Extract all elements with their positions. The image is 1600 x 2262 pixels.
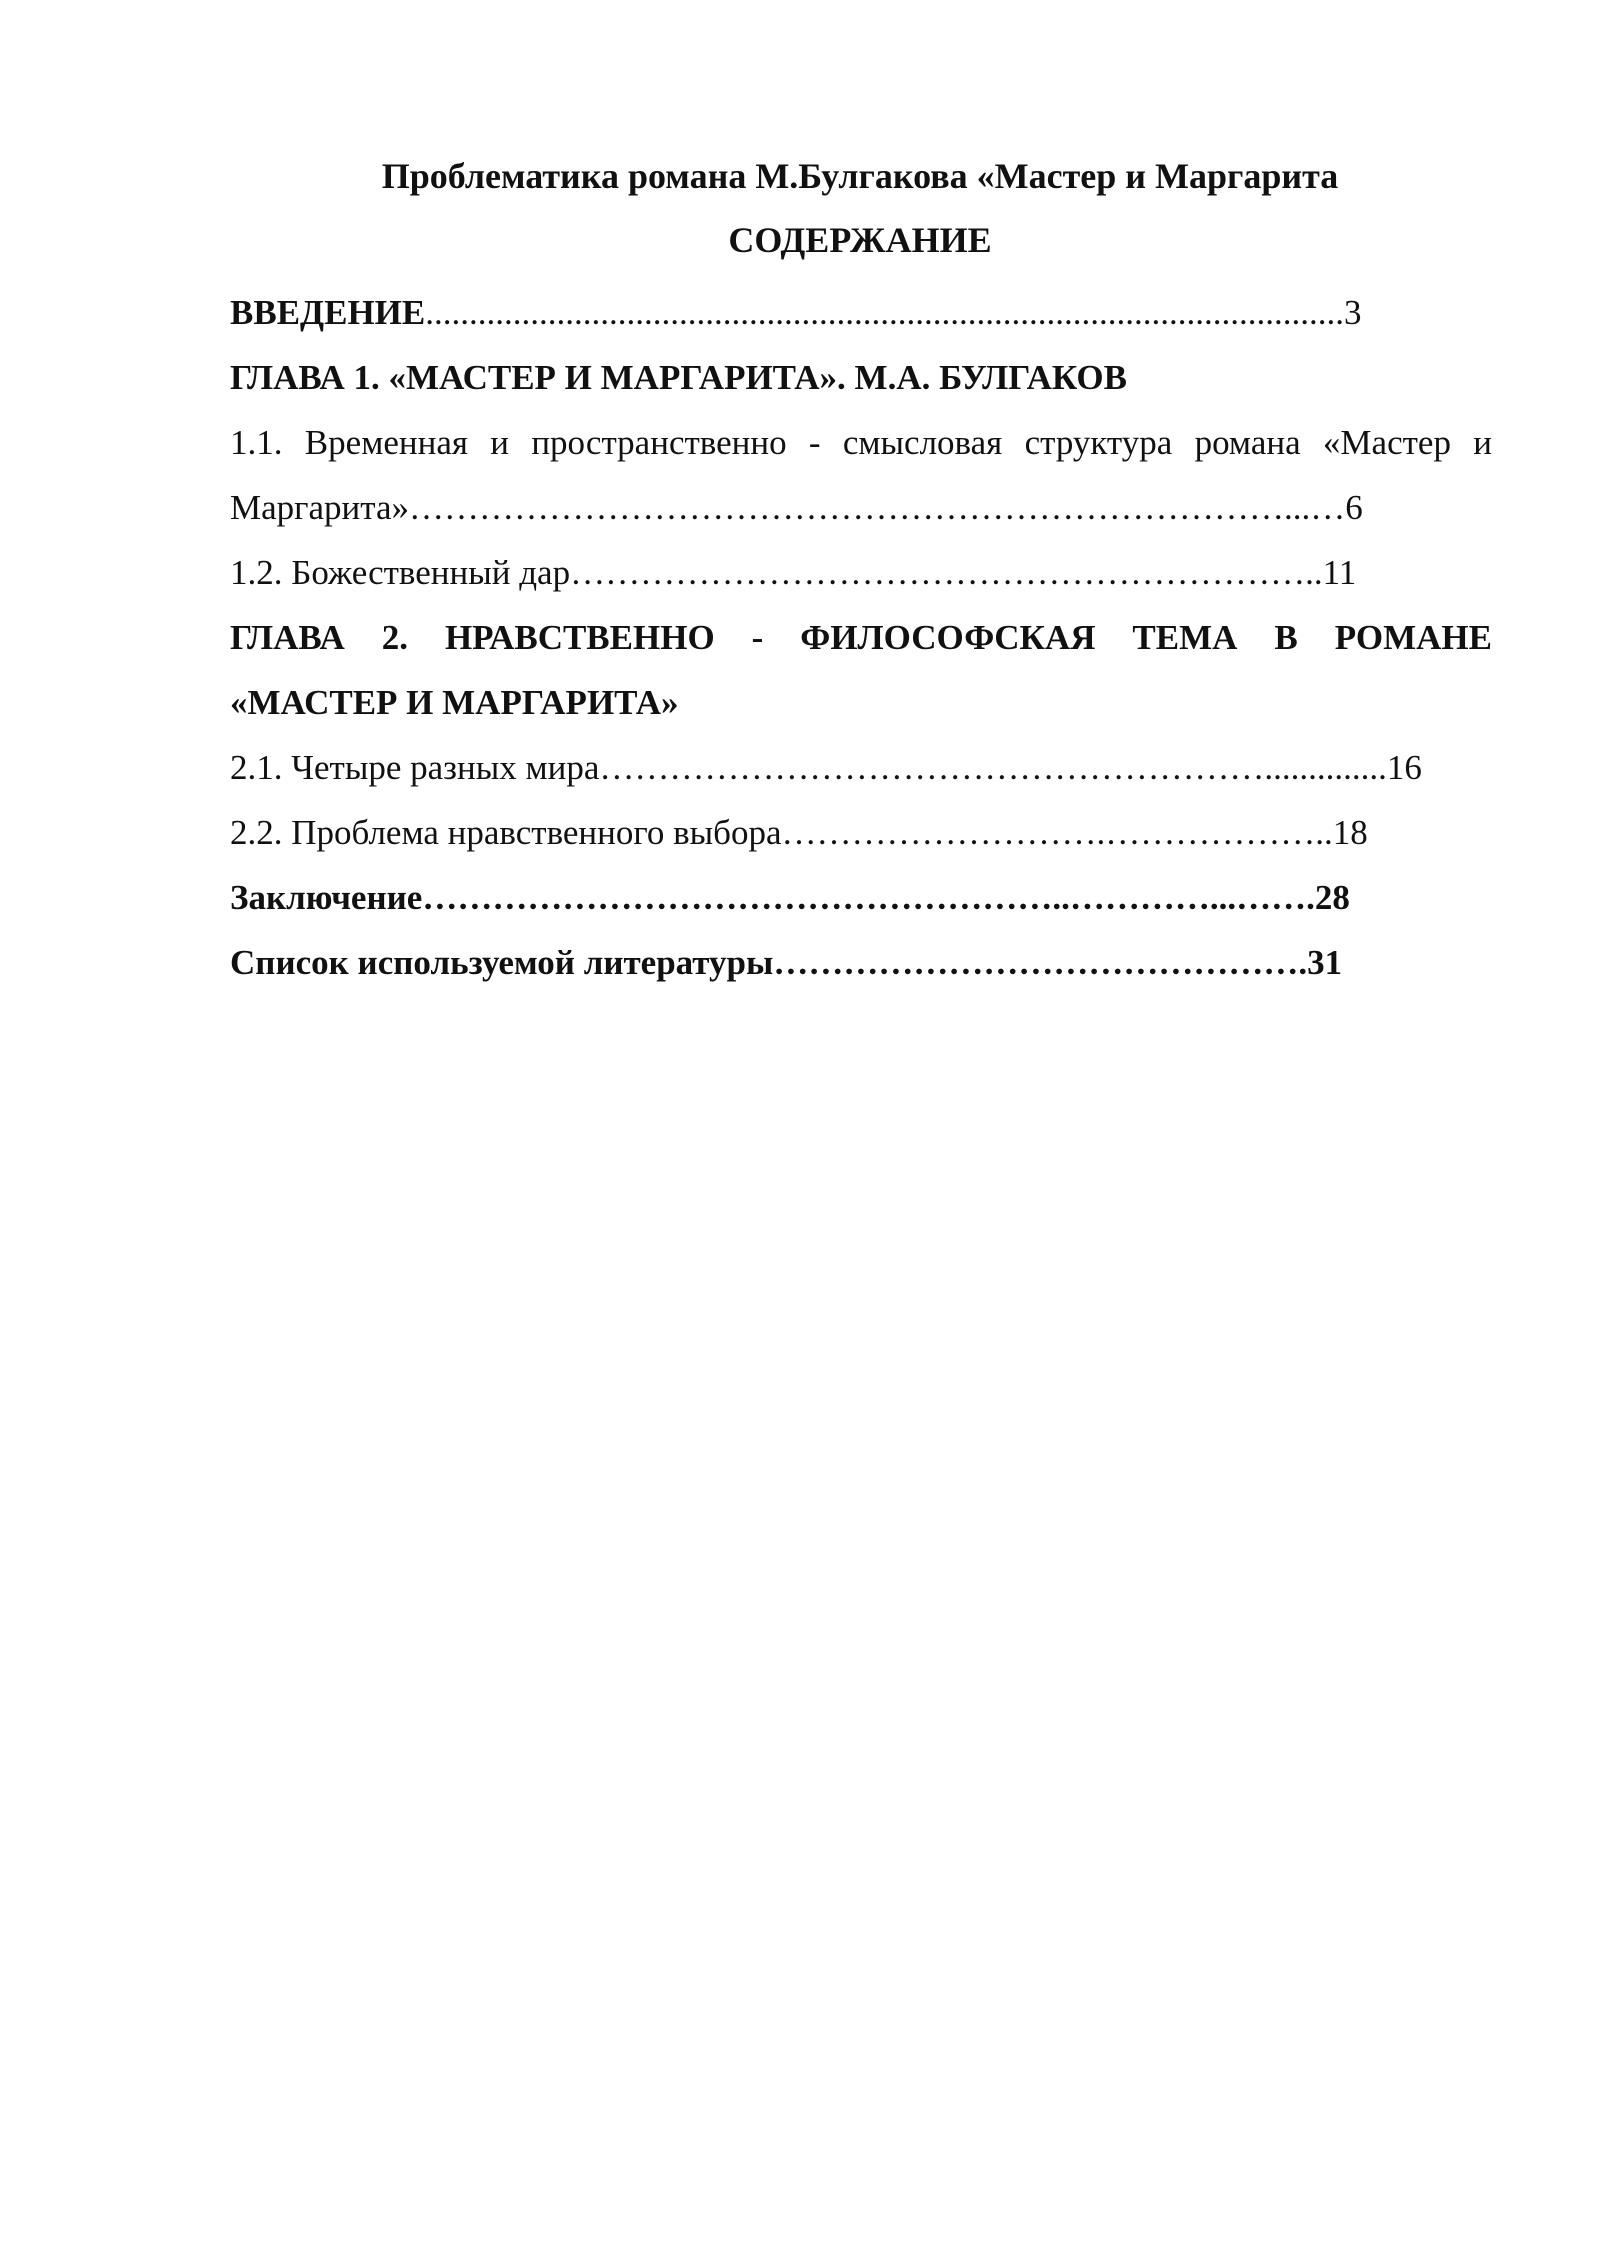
toc-chapter-label: ГЛАВА 2. НРАВСТВЕННО - ФИЛОСОФСКАЯ ТЕМА В РОМАНЕ xyxy=(230,618,1492,657)
toc-entry-page: 28 xyxy=(1314,878,1350,917)
toc-entry-intro xyxy=(230,280,1492,345)
table-of-contents xyxy=(230,280,1492,995)
toc-entry-conclusion xyxy=(230,865,1492,930)
toc-entry-leader: ……………………….……………….. xyxy=(781,813,1333,852)
toc-entry-leader: …………………………………………………………………...… xyxy=(409,488,1346,527)
toc-entry-leader: ………………………………………. xyxy=(773,943,1308,982)
toc-entry-page: 3 xyxy=(1344,293,1362,332)
toc-heading: СОДЕРЖАНИЕ xyxy=(728,220,992,260)
toc-entry-label: Заключение xyxy=(230,878,423,917)
toc-entry-label-cont: Маргарита» xyxy=(230,488,410,527)
toc-entry-1-1-line1 xyxy=(230,410,1492,475)
toc-chapter-2-line2 xyxy=(230,670,1492,735)
toc-entry-label: 1.1. Временная и пространственно - смысловая структура романа «Мастер и xyxy=(230,423,1492,462)
toc-entry-page: 31 xyxy=(1307,943,1343,982)
toc-entry-page: 11 xyxy=(1322,553,1357,592)
toc-chapter-1 xyxy=(230,345,1492,410)
toc-entry-1-1-line2 xyxy=(230,475,1492,540)
toc-entry-label: 2.1. Четыре разных мира xyxy=(230,748,600,787)
toc-entry-page: 6 xyxy=(1345,488,1363,527)
toc-entry-leader: ………………………………………………..…………...……. xyxy=(422,878,1315,917)
toc-entry-page: 16 xyxy=(1386,748,1422,787)
toc-entry-leader: ………………………………………………….............. xyxy=(599,748,1387,787)
toc-entry-label: 2.2. Проблема нравственного выбора xyxy=(230,813,782,852)
toc-entry-leader: ......................................................................................................... xyxy=(425,293,1345,332)
toc-entry-1-2 xyxy=(230,540,1492,605)
toc-entry-label: Список используемой литературы xyxy=(230,943,774,982)
toc-entry-2-2 xyxy=(230,800,1492,865)
toc-entry-leader: ……………………………………………………….. xyxy=(570,553,1323,592)
document-title: Проблематика романа М.Булгакова «Мастер и Маргарита xyxy=(381,156,1339,196)
toc-entry-label: 1.2. Божественный дар xyxy=(230,553,571,592)
toc-entry-label: ВВЕДЕНИЕ xyxy=(230,293,426,332)
toc-chapter-label: ГЛАВА 1. «МАСТЕР И МАРГАРИТА». М.А. БУЛГАКОВ xyxy=(230,358,1127,397)
toc-chapter-2-line1 xyxy=(230,605,1492,670)
toc-entry-2-1 xyxy=(230,735,1492,800)
toc-chapter-label-cont: «МАСТЕР И МАРГАРИТА» xyxy=(230,683,679,722)
toc-entry-references xyxy=(230,930,1492,995)
toc-entry-page: 18 xyxy=(1332,813,1368,852)
